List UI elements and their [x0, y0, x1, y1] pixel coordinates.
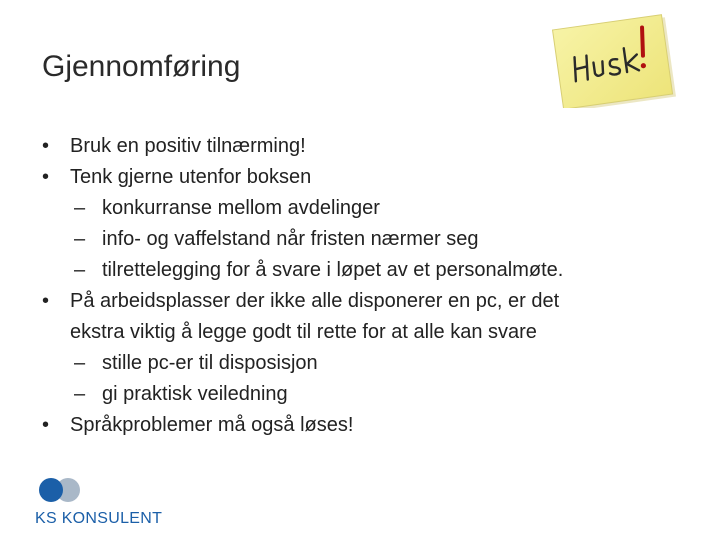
sticky-note-image: [545, 8, 680, 108]
list-item: [42, 410, 682, 441]
bullet-text-line-1: På arbeidsplasser der ikke alle disponerer en pc, er det: [70, 290, 560, 312]
bullet-text-line-2: ekstra viktig å legge godt til rette for at alle kan svare: [70, 321, 537, 343]
sticky-note-icon: [545, 8, 680, 108]
sub-bullet-text: info- og vaffelstand når fristen nærmer seg: [102, 228, 479, 250]
bullet-marker: •: [42, 414, 50, 436]
slide-title: Gjennomføring: [42, 50, 241, 83]
sub-bullet-text: tilrettelegging for å svare i løpet av et personalmøte.: [102, 259, 564, 281]
dash-marker: –: [74, 228, 86, 250]
sub-list-item: [42, 193, 682, 224]
list-item: [42, 162, 682, 193]
dash-marker: –: [74, 197, 86, 219]
list-item-continuation: [42, 317, 682, 348]
sub-list-item: [42, 379, 682, 410]
logo-text: KS KONSULENT: [35, 510, 163, 527]
ks-konsulent-logo: [35, 474, 165, 530]
bullet-marker: •: [42, 166, 50, 188]
dash-marker: –: [74, 259, 86, 281]
bullet-text: Bruk en positiv tilnærming!: [70, 135, 306, 157]
sub-list-item: [42, 255, 682, 286]
dash-marker: –: [74, 383, 86, 405]
bullet-text: Språkproblemer må også løses!: [70, 414, 354, 436]
bullet-text: Tenk gjerne utenfor boksen: [70, 166, 312, 188]
bullet-list: [42, 131, 682, 441]
bullet-marker: •: [42, 135, 50, 157]
sub-bullet-text: gi praktisk veiledning: [102, 383, 288, 405]
bullet-marker: •: [42, 290, 50, 312]
list-item: [42, 131, 682, 162]
list-item: [42, 286, 682, 317]
sub-list-item: [42, 224, 682, 255]
sub-bullet-text: konkurranse mellom avdelinger: [102, 197, 380, 219]
dash-marker: –: [74, 352, 86, 374]
ks-two-circles-icon: [37, 476, 87, 506]
sub-list-item: [42, 348, 682, 379]
sub-bullet-text: stille pc-er til disposisjon: [102, 352, 318, 374]
